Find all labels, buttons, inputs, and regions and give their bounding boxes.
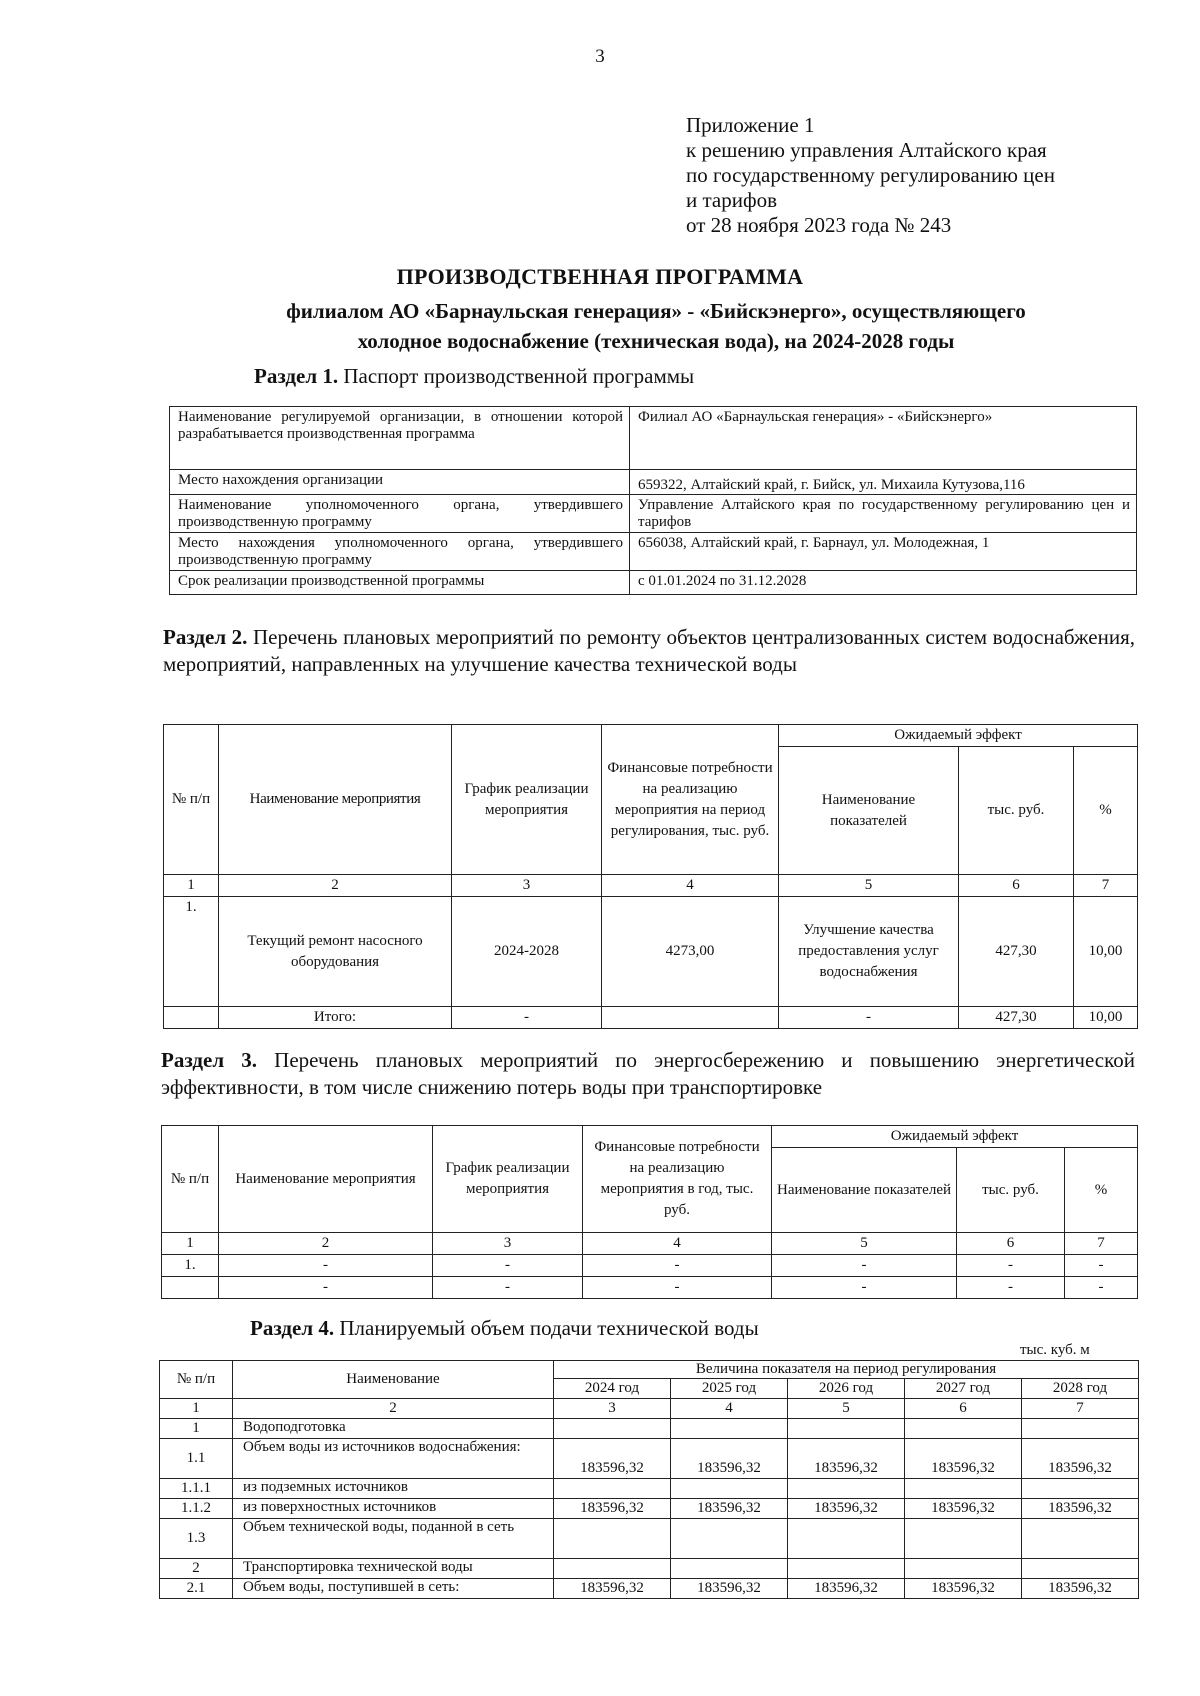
value-cell: 183596,32 [905, 1579, 1022, 1599]
row-num: 1.1 [160, 1439, 233, 1479]
row-num: 1. [164, 897, 219, 1007]
header-effect: Ожидаемый эффект [772, 1126, 1138, 1148]
column-number-row [160, 1399, 1139, 1419]
cell: - [583, 1277, 772, 1299]
header-indicator: Наименование показателей [772, 1148, 957, 1233]
row-name: из подземных источников [233, 1479, 554, 1499]
section-4-label: Раздел 4. [250, 1316, 335, 1340]
col-number: 7 [1022, 1399, 1139, 1419]
table-header-row [160, 1361, 1139, 1379]
value-cell: 183596,32 [671, 1579, 788, 1599]
appendix-line: по государственному регулированию цен [686, 163, 1055, 187]
passport-key: Место нахождения организации [170, 470, 630, 495]
row-num: 2 [160, 1559, 233, 1579]
row-name: из поверхностных источников [233, 1499, 554, 1519]
cell: - [957, 1255, 1065, 1277]
appendix-line: и тарифов [686, 188, 778, 212]
value-cell [554, 1559, 671, 1579]
value-cell: 183596,32 [671, 1439, 788, 1479]
value-cell [554, 1519, 671, 1559]
cell: - [583, 1255, 772, 1277]
passport-value: с 01.01.2024 по 31.12.2028 [630, 571, 1137, 595]
subtitle-line-1: филиалом АО «Барнаульская генерация» - «Бийскэнерго», осуществляющего [286, 299, 1026, 323]
value-cell: 183596,32 [788, 1579, 905, 1599]
value-cell: 183596,32 [671, 1499, 788, 1519]
col-number: 4 [583, 1233, 772, 1255]
col-number: 1 [164, 875, 219, 897]
appendix-line: от 28 ноября 2023 года № 243 [686, 213, 952, 237]
header-indicator: Наименование показателей [779, 747, 959, 875]
value-cell: 183596,32 [788, 1439, 905, 1479]
value-cell [788, 1479, 905, 1499]
value-cell [554, 1479, 671, 1499]
section-1-heading [254, 364, 694, 389]
value-cell [671, 1419, 788, 1439]
row-num: 1.3 [160, 1519, 233, 1559]
col-number: 2 [219, 875, 452, 897]
header-pct: % [1074, 747, 1138, 875]
table-row [160, 1519, 1139, 1559]
value-cell [671, 1559, 788, 1579]
header-schedule: График реализации мероприятия [433, 1126, 583, 1233]
value-cell: 183596,32 [1022, 1499, 1139, 1519]
table-row [170, 470, 1137, 495]
row-num: 1.1.2 [160, 1499, 233, 1519]
section-4-heading [250, 1316, 759, 1341]
value-cell: 183596,32 [554, 1499, 671, 1519]
cell: - [772, 1277, 957, 1299]
cell: - [1065, 1255, 1138, 1277]
cell: - [957, 1277, 1065, 1299]
subtitle-line-2: холодное водоснабжение (техническая вода), на 2024-2028 годы [357, 329, 955, 353]
cell: - [219, 1277, 433, 1299]
value-cell: 183596,32 [788, 1499, 905, 1519]
table-header-row [162, 1126, 1138, 1148]
passport-value: Управление Алтайского края по государственному регулированию цен и тарифов [630, 495, 1137, 533]
section-2-label: Раздел 2. [163, 625, 248, 649]
col-number: 4 [602, 875, 779, 897]
passport-value: Филиал АО «Барнаульская генерация» - «Бийскэнерго» [630, 407, 1137, 470]
table-row [164, 897, 1138, 1007]
section-3-label: Раздел 3. [161, 1048, 258, 1072]
total-indicator: - [779, 1007, 959, 1029]
appendix-line: к решению управления Алтайского края [686, 138, 1047, 162]
value-cell [788, 1559, 905, 1579]
section-1-text: Паспорт производственной программы [343, 364, 695, 388]
section-3-text: Перечень плановых мероприятий по энергосбережению и повышению энергетической эффективности, в том числе снижению потерь воды при транспортировке [161, 1048, 1135, 1099]
header-year: 2026 год [788, 1379, 905, 1399]
unit-label: тыс. куб. м [1020, 1342, 1090, 1358]
column-number-row [164, 875, 1138, 897]
header-num: № п/п [164, 725, 219, 875]
passport-value: 656038, Алтайский край, г. Барнаул, ул. Молодежная, 1 [630, 533, 1137, 571]
header-name: Наименование [233, 1361, 554, 1399]
appendix-line: Приложение 1 [686, 113, 815, 137]
col-number: 2 [219, 1233, 433, 1255]
passport-key: Место нахождения уполномоченного органа, утвердившего производственную программу [170, 533, 630, 571]
value-cell [1022, 1519, 1139, 1559]
col-number: 3 [452, 875, 602, 897]
col-number: 6 [905, 1399, 1022, 1419]
col-number: 3 [433, 1233, 583, 1255]
row-name: Текущий ремонт насосного оборудования [219, 897, 452, 1007]
passport-key: Срок реализации производственной программы [170, 571, 630, 595]
row-num: 1 [160, 1419, 233, 1439]
col-number: 7 [1074, 875, 1138, 897]
header-finance: Финансовые потребности на реализацию мероприятия в год, тыс. руб. [583, 1126, 772, 1233]
header-year: 2024 год [554, 1379, 671, 1399]
row-rub: 427,30 [959, 897, 1074, 1007]
document-subtitle [0, 296, 1200, 356]
header-year: 2025 год [671, 1379, 788, 1399]
header-num: № п/п [162, 1126, 219, 1233]
col-number: 1 [160, 1399, 233, 1419]
cell: - [772, 1255, 957, 1277]
value-cell [905, 1479, 1022, 1499]
table-row [160, 1499, 1139, 1519]
value-cell [905, 1559, 1022, 1579]
value-cell [788, 1519, 905, 1559]
cell [162, 1277, 219, 1299]
col-number: 6 [957, 1233, 1065, 1255]
header-rub: тыс. руб. [957, 1148, 1065, 1233]
value-cell [788, 1419, 905, 1439]
document-title: ПРОИЗВОДСТВЕННАЯ ПРОГРАММА [396, 264, 804, 289]
section-1-label: Раздел 1. [254, 364, 339, 388]
col-number: 5 [779, 875, 959, 897]
col-number: 1 [162, 1233, 219, 1255]
header-num: № п/п [160, 1361, 233, 1399]
row-num: 2.1 [160, 1579, 233, 1599]
header-year: 2028 год [1022, 1379, 1139, 1399]
header-effect: Ожидаемый эффект [779, 725, 1138, 747]
row-name: Объем технической воды, поданной в сеть [233, 1519, 554, 1559]
header-finance: Финансовые потребности на реализацию мероприятия на период регулирования, тыс. руб. [602, 725, 779, 875]
col-number: 2 [233, 1399, 554, 1419]
passport-key: Наименование регулируемой организации, в отношении которой разрабатывается производственная программа [170, 407, 630, 470]
table-row [160, 1579, 1139, 1599]
water-volume-table [159, 1360, 1139, 1599]
passport-value: 659322, Алтайский край, г. Бийск, ул. Михаила Кутузова,116 [630, 470, 1137, 495]
row-name: Транспортировка технической воды [233, 1559, 554, 1579]
header-name: Наименование мероприятия [219, 725, 452, 875]
row-num: 1.1.1 [160, 1479, 233, 1499]
value-cell [671, 1519, 788, 1559]
col-number: 5 [788, 1399, 905, 1419]
header-period: Величина показателя на период регулирования [554, 1361, 1139, 1379]
header-rub: тыс. руб. [959, 747, 1074, 875]
section-2-text: Перечень плановых мероприятий по ремонту объектов централизованных систем водоснабжения, мероприятий, направленных на улучшение качества технической воды [163, 625, 1135, 676]
row-name: Объем воды, поступившей в сеть: [233, 1579, 554, 1599]
row-name: Объем воды из источников водоснабжения: [233, 1439, 554, 1479]
table-row [170, 533, 1137, 571]
value-cell [554, 1419, 671, 1439]
table-row [160, 1439, 1139, 1479]
col-number: 7 [1065, 1233, 1138, 1255]
table-row [162, 1255, 1138, 1277]
value-cell [671, 1479, 788, 1499]
table-row [170, 407, 1137, 470]
row-name: Водоподготовка [233, 1419, 554, 1439]
cell: - [1065, 1277, 1138, 1299]
page-number: 3 [595, 46, 605, 67]
header-year: 2027 год [905, 1379, 1022, 1399]
col-number: 3 [554, 1399, 671, 1419]
total-pct: 10,00 [1074, 1007, 1138, 1029]
value-cell [1022, 1419, 1139, 1439]
col-number: 5 [772, 1233, 957, 1255]
total-row [164, 1007, 1138, 1029]
value-cell [1022, 1479, 1139, 1499]
value-cell: 183596,32 [905, 1439, 1022, 1479]
value-cell [1022, 1559, 1139, 1579]
section-4-text: Планируемый объем подачи технической воды [339, 1316, 759, 1340]
row-finance: 4273,00 [602, 897, 779, 1007]
header-pct: % [1065, 1148, 1138, 1233]
table-row [170, 571, 1137, 595]
cell: 1. [162, 1255, 219, 1277]
value-cell [905, 1419, 1022, 1439]
total-rub: 427,30 [959, 1007, 1074, 1029]
total-label: Итого: [219, 1007, 452, 1029]
row-pct: 10,00 [1074, 897, 1138, 1007]
value-cell [905, 1519, 1022, 1559]
table-row [160, 1419, 1139, 1439]
passport-key: Наименование уполномоченного органа, утвердившего производственную программу [170, 495, 630, 533]
table-row [160, 1559, 1139, 1579]
column-number-row [162, 1233, 1138, 1255]
table-row [162, 1277, 1138, 1299]
header-name: Наименование мероприятия [219, 1126, 433, 1233]
section-2-heading [163, 624, 1135, 678]
appendix-block [686, 113, 1055, 238]
table-row [160, 1479, 1139, 1499]
col-number: 6 [959, 875, 1074, 897]
cell: - [433, 1255, 583, 1277]
value-cell: 183596,32 [1022, 1439, 1139, 1479]
table-row [170, 495, 1137, 533]
repair-measures-table [163, 724, 1138, 1029]
total-schedule: - [452, 1007, 602, 1029]
passport-table [169, 406, 1137, 595]
value-cell: 183596,32 [554, 1579, 671, 1599]
row-schedule: 2024-2028 [452, 897, 602, 1007]
section-3-heading [161, 1047, 1135, 1101]
value-cell: 183596,32 [1022, 1579, 1139, 1599]
header-schedule: График реализации мероприятия [452, 725, 602, 875]
cell: - [433, 1277, 583, 1299]
energy-measures-table [161, 1125, 1138, 1299]
value-cell: 183596,32 [905, 1499, 1022, 1519]
table-header-row [164, 725, 1138, 747]
cell: - [219, 1255, 433, 1277]
col-number: 4 [671, 1399, 788, 1419]
value-cell: 183596,32 [554, 1439, 671, 1479]
row-indicator: Улучшение качества предоставления услуг водоснабжения [779, 897, 959, 1007]
